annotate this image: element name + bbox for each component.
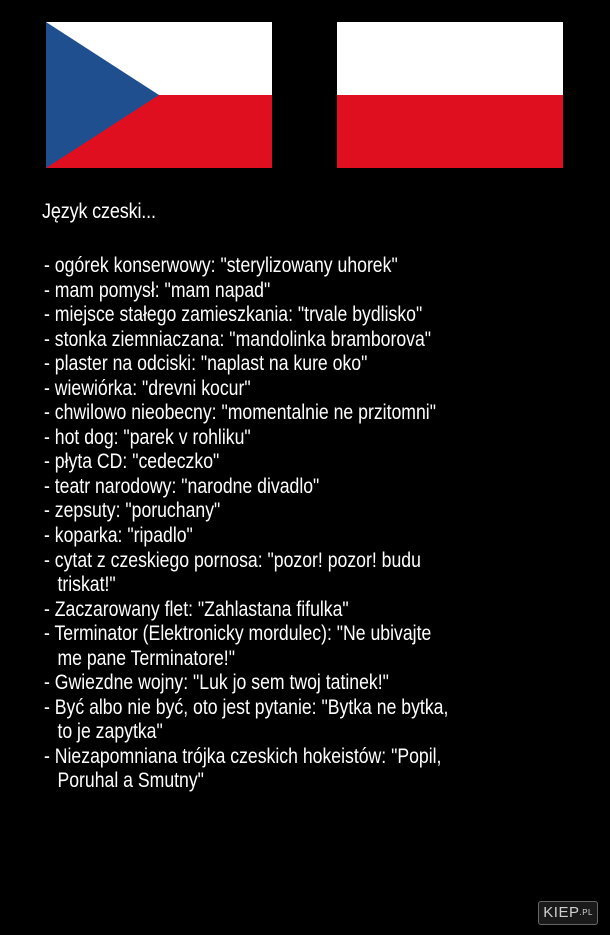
list-item-text: - teatr narodowy: "narodne divadlo"	[44, 474, 320, 498]
list-item-text: - zepsuty: "poruchany"	[44, 499, 221, 523]
list-item	[44, 475, 582, 500]
list-item	[44, 303, 582, 328]
kiep-logo-tld: .PL	[579, 908, 593, 917]
polish-flag-graphic	[337, 22, 563, 168]
list-item-text: - hot dog: "parek v rohliku"	[44, 425, 251, 449]
list-item-text: - chwilowo nieobecny: "momentalnie ne przitomni"	[44, 401, 436, 425]
list-item	[44, 745, 582, 794]
list-item	[44, 598, 582, 623]
list-item-text: - plaster na odciski: "naplast na kure oko"	[44, 352, 368, 376]
list-item-text: - stonka ziemniaczana: "mandolinka bramborova"	[44, 327, 432, 351]
list-item	[44, 622, 582, 671]
list-item	[44, 499, 582, 524]
polish-flag-white-stripe	[337, 22, 563, 95]
list-item-text: - Gwiezdne wojny: "Luk jo sem twoj tatinek!"	[44, 671, 389, 695]
kiep-logo	[538, 901, 598, 925]
list-item-text: - mam pomysł: "mam napad"	[44, 278, 271, 302]
czech-flag	[46, 22, 272, 168]
list-item-text-continued: me pane Terminatore!"	[57, 646, 235, 670]
list-item	[44, 671, 582, 696]
list-item-text-continued: to je zapytka"	[57, 720, 163, 744]
list-item	[44, 401, 582, 426]
list-item-text: - Niezapomniana trójka czeskich hokeistów: "Popil,	[44, 744, 442, 768]
translation-list	[44, 254, 582, 794]
list-item	[44, 696, 582, 745]
list-item-text-continued: Poruhal a Smutny"	[57, 769, 204, 793]
polish-flag	[337, 22, 563, 168]
list-item-text-continued: triskat!"	[57, 573, 116, 597]
list-item-text: - Zaczarowany flet: "Zahlastana fifulka"	[44, 597, 349, 621]
list-item	[44, 279, 582, 304]
list-item-text: - Terminator (Elektronicky mordulec): "Ne ubivajte	[44, 622, 432, 646]
list-item-text: - płyta CD: "cedeczko"	[44, 450, 220, 474]
list-item	[44, 352, 582, 377]
list-item	[44, 254, 582, 279]
kiep-logo-main: KIEP	[543, 904, 580, 921]
list-item	[44, 450, 582, 475]
czech-flag-graphic	[46, 22, 272, 168]
list-item	[44, 524, 582, 549]
list-item	[44, 549, 582, 598]
list-item-text: - Być albo nie być, oto jest pytanie: "Bytka ne bytka,	[44, 695, 449, 719]
list-item	[44, 377, 582, 402]
polish-flag-red-stripe	[337, 95, 563, 168]
list-item-text: - cytat z czeskiego pornosa: "pozor! pozor! budu	[44, 548, 421, 572]
list-item-text: - koparka: "ripadlo"	[44, 524, 193, 548]
list-item-text: - ogórek konserwowy: "sterylizowany uhorek"	[44, 254, 398, 277]
list-item	[44, 426, 582, 451]
list-item	[44, 328, 582, 353]
list-item-text: - wiewiórka: "drevni kocur"	[44, 376, 251, 400]
page-title: Język czeski...	[42, 200, 156, 223]
list-item-text: - miejsce stałego zamieszkania: "trvale bydlisko"	[44, 303, 423, 327]
